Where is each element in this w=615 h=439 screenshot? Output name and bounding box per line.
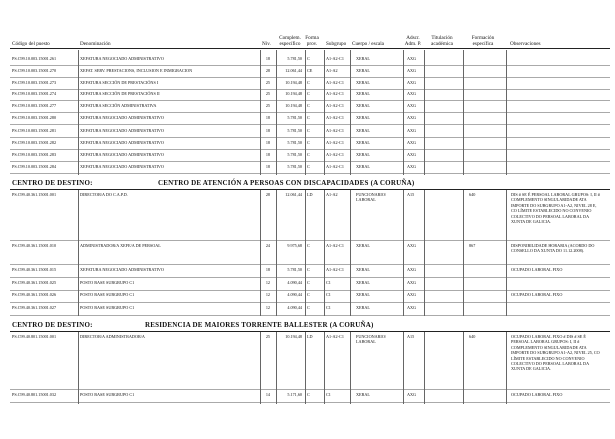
- row-divider: [10, 389, 610, 390]
- post-provision: C: [307, 103, 310, 108]
- row-divider: [10, 112, 610, 113]
- row-divider: [10, 302, 610, 303]
- post-observations: OCUPADO LABORAL FIXO: [511, 292, 563, 297]
- post-adscription: AXG: [407, 243, 417, 248]
- post-code: PS.C99.10.003.15001.261: [12, 56, 57, 61]
- post-name: XEFATURA NEGOCIADO ADMINISTRATIVO: [80, 152, 164, 157]
- post-provision: LD: [307, 334, 313, 339]
- post-body: FUNCIONARIO/ LABORAL: [356, 334, 387, 345]
- post-body: XERAL: [356, 164, 370, 169]
- post-complement: 5.781,50: [287, 140, 302, 145]
- column-divider: [403, 190, 404, 316]
- post-complement: 4.090,44: [287, 305, 302, 310]
- post-adscription: AXG: [407, 80, 417, 85]
- post-level: 18: [265, 164, 270, 169]
- post-complement: 10.194,48: [285, 80, 302, 85]
- post-observations: OCUPADO LABORAL FIXO: [511, 267, 563, 272]
- post-level: 18: [265, 152, 270, 157]
- post-code: PS.C99.40.361.15001.026: [12, 292, 57, 297]
- post-provision: C: [307, 91, 310, 96]
- post-body: XERAL: [356, 267, 370, 272]
- row-divider: [10, 100, 610, 101]
- column-divider: [424, 50, 425, 175]
- post-adscription: A15: [407, 192, 415, 197]
- post-code: PS.C99.40.801.15001.001: [12, 334, 57, 339]
- post-body: XERAL: [356, 80, 370, 85]
- column-divider: [324, 190, 325, 316]
- post-provision: C: [307, 267, 310, 272]
- column-divider: [276, 332, 277, 404]
- post-subgroup: C1: [326, 280, 331, 285]
- post-complement: 5.781,50: [287, 56, 302, 61]
- post-body: XERAL: [356, 68, 370, 73]
- post-name: XEFATURA SECCIÓN DE PRESTACIÓNS I: [80, 80, 159, 85]
- post-provision: C: [307, 292, 310, 297]
- post-subgroup: A1-A2-C1: [326, 140, 344, 145]
- section-title: CENTRO DE ATENCIÓN A PERSOAS CON DISCAPACIDADES (A CORUÑA): [158, 179, 415, 187]
- post-body: XERAL: [356, 292, 370, 297]
- post-name: POSTO BASE SUBGRUPO C1: [80, 305, 135, 310]
- post-name: XEFATURA NEGOCIADO ADMINISTRATIVO: [80, 140, 164, 145]
- post-observations: DISPONIBILIDADE HORARIA (ACORDO DO CONSELLO DA XUNTA DO 11.12.2008).: [511, 243, 595, 254]
- column-divider: [260, 332, 261, 404]
- post-subgroup: A1-A2-C1: [326, 56, 344, 61]
- post-name: POSTO BASE SUBGRUPO C1: [80, 280, 135, 285]
- post-complement: 10.194,48: [285, 334, 302, 339]
- post-level: 18: [265, 128, 270, 133]
- row-divider: [10, 264, 610, 265]
- header-rule: [10, 48, 610, 49]
- column-divider: [403, 50, 404, 175]
- row-divider: [10, 89, 610, 90]
- post-code: PS.C99.10.003.15001.273: [12, 80, 57, 85]
- row-divider: [10, 173, 610, 174]
- row-divider: [10, 161, 610, 162]
- post-subgroup: A1-A2-C1: [326, 267, 344, 272]
- post-name: ADMINISTRADOR/A XEFE/A DE PERSOAL: [80, 243, 161, 248]
- column-divider: [463, 50, 464, 175]
- header-observaciones: Observaciones: [510, 41, 541, 47]
- post-subgroup: C1: [326, 305, 331, 310]
- header-formacion: Formación específica: [471, 35, 495, 47]
- column-divider: [305, 190, 306, 316]
- column-divider: [506, 332, 507, 404]
- post-code: PS.C99.10.003.15001.283: [12, 152, 57, 157]
- post-complement: 10.194,48: [285, 103, 302, 108]
- post-observations: OCUPADO LABORAL FIXO # DIS # SE É PERSOAL LABORAL GRUPOS: I, II # COMPLEMENTO SINGULARIDADE ATA IMPORTE DO SUBGRUPO A1-A2, NIVEL 25, CO LÍMITE ESTABLECIDO NO CONVENIO COLECTIVO DO PERSOAL LABORAL DA XUNTA DE GALICIA.: [511, 334, 600, 372]
- post-level: 18: [265, 140, 270, 145]
- post-provision: C: [307, 392, 310, 397]
- post-adscription: AXG: [407, 68, 417, 73]
- row-divider: [10, 137, 610, 138]
- post-adscription: AXG: [407, 267, 417, 272]
- post-provision: C: [307, 164, 310, 169]
- post-name: DIRECTOR/A ADMINISTRADOR/A: [80, 334, 145, 339]
- post-code: PS.C99.40.801.15001.032: [12, 392, 57, 397]
- column-divider: [424, 332, 425, 404]
- post-level: 18: [265, 56, 270, 61]
- post-code: PS.C99.10.003.15001.270: [12, 68, 57, 73]
- column-divider: [305, 50, 306, 175]
- post-body: XERAL: [356, 392, 370, 397]
- row-divider: [10, 149, 610, 150]
- post-level: 25: [265, 334, 270, 339]
- post-code: PS.C99.40.361.15001.010: [12, 243, 57, 248]
- post-training: 640: [469, 334, 476, 339]
- post-adscription: AXG: [407, 392, 417, 397]
- row-divider: [10, 77, 610, 78]
- post-subgroup: A1-A2: [326, 68, 338, 73]
- post-complement: 5.781,50: [287, 128, 302, 133]
- post-subgroup: A1-A2-C1: [326, 128, 344, 133]
- post-name: XEFATURA NEGOCIADO ADMINISTRATIVO: [80, 128, 164, 133]
- column-divider: [463, 190, 464, 316]
- post-complement: 5.781,50: [287, 115, 302, 120]
- post-body: XERAL: [356, 305, 370, 310]
- row-divider: [10, 315, 610, 316]
- post-complement: 10.194,48: [285, 91, 302, 96]
- post-provision: C: [307, 140, 310, 145]
- column-divider: [324, 50, 325, 175]
- post-subgroup: A1-A2-C1: [326, 103, 344, 108]
- post-adscription: AXG: [407, 305, 417, 310]
- post-adscription: AXG: [407, 292, 417, 297]
- post-body: XERAL: [356, 56, 370, 61]
- post-adscription: AXG: [407, 152, 417, 157]
- header-cuerpo: Cuerpo / escala: [352, 41, 384, 47]
- post-adscription: AXG: [407, 280, 417, 285]
- post-code: PS.C99.10.003.15001.281: [12, 128, 57, 133]
- post-body: FUNCIONARIO/ LABORAL: [356, 192, 387, 203]
- post-subgroup: A1-A2-C1: [326, 115, 344, 120]
- post-provision: LD: [307, 192, 313, 197]
- post-level: 25: [265, 103, 270, 108]
- post-name: XEFATURA SECCIÓN ADMINISTRATIVA: [80, 103, 157, 108]
- column-divider: [506, 50, 507, 175]
- column-divider: [260, 50, 261, 175]
- post-body: XERAL: [356, 91, 370, 96]
- post-subgroup: A1-A2: [326, 192, 338, 197]
- column-divider: [276, 190, 277, 316]
- post-training: 867: [469, 243, 476, 248]
- post-adscription: AXG: [407, 103, 417, 108]
- post-level: 14: [265, 392, 270, 397]
- row-divider: [10, 402, 610, 403]
- post-subgroup: A1-A2-C1: [326, 152, 344, 157]
- post-provision: C: [307, 56, 310, 61]
- post-complement: 5.781,50: [287, 152, 302, 157]
- post-body: XERAL: [356, 140, 370, 145]
- post-code: PS.C99.10.003.15001.277: [12, 103, 57, 108]
- post-body: XERAL: [356, 115, 370, 120]
- post-body: XERAL: [356, 103, 370, 108]
- post-level: 12: [265, 305, 270, 310]
- post-level: 18: [265, 267, 270, 272]
- post-subgroup: A1-A2-C1: [326, 80, 344, 85]
- post-adscription: AXG: [407, 164, 417, 169]
- post-complement: 5.171,60: [287, 392, 302, 397]
- post-complement: 9.975,68: [287, 243, 302, 248]
- post-provision: C: [307, 305, 310, 310]
- section-rule: [10, 331, 610, 332]
- post-code: PS.C99.40.361.15001.025: [12, 280, 57, 285]
- post-code: PS.C99.10.003.15001.282: [12, 140, 57, 145]
- post-name: POSTO BASE SUBGRUPO C1: [80, 392, 135, 397]
- post-adscription: AXG: [407, 140, 417, 145]
- column-divider: [78, 50, 79, 175]
- post-name: XEFATURA NEGOCIADO ADMINISTRATIVO: [80, 164, 164, 169]
- post-adscription: AXG: [407, 91, 417, 96]
- post-level: 28: [265, 192, 270, 197]
- post-body: XERAL: [356, 128, 370, 133]
- section-title: RESIDENCIA DE MAIORES TORRENTE BALLESTER (A CORUÑA): [145, 321, 374, 329]
- header-forma: Forma prov.: [305, 35, 319, 47]
- post-complement: 12.061,44: [285, 192, 302, 197]
- post-adscription: AXG: [407, 56, 417, 61]
- column-divider: [78, 332, 79, 404]
- header-titulacion: Titulación académica: [431, 35, 453, 47]
- post-name: POSTO BASE SUBGRUPO C1: [80, 292, 135, 297]
- header-subgrupo: Subgrupo: [326, 41, 347, 47]
- post-adscription: A15: [407, 334, 415, 339]
- post-name: XEFATURA NEGOCIADO ADMINISTRATIVO: [80, 267, 164, 272]
- row-divider: [10, 65, 610, 66]
- column-divider: [506, 190, 507, 316]
- post-adscription: AXG: [407, 128, 417, 133]
- post-subgroup: A1-A2-C1: [326, 164, 344, 169]
- header-complemento: Complem. específico: [279, 35, 301, 47]
- post-observations: OCUPADO LABORAL FIXO: [511, 392, 563, 397]
- post-name: XEFATURA NEGOCIADO ADMINISTRATIVO: [80, 56, 164, 61]
- post-name: DIRECTOR/A DO C.A.P.D.: [80, 192, 128, 197]
- post-code: PS.C99.10.003.15001.280: [12, 115, 57, 120]
- post-level: 12: [265, 292, 270, 297]
- post-code: PS.C99.10.003.15001.284: [12, 164, 57, 169]
- post-provision: C: [307, 243, 310, 248]
- column-divider: [78, 190, 79, 316]
- post-provision: CE: [307, 68, 313, 73]
- column-divider: [424, 190, 425, 316]
- post-complement: 12.061,44: [285, 68, 302, 73]
- post-complement: 4.090,44: [287, 292, 302, 297]
- column-divider: [324, 332, 325, 404]
- column-divider: [350, 50, 351, 175]
- post-level: 25: [265, 91, 270, 96]
- section-label: CENTRO DE DESTINO:: [12, 321, 93, 329]
- post-name: XEFATURA NEGOCIADO ADMINISTRATIVO: [80, 115, 164, 120]
- post-body: XERAL: [356, 280, 370, 285]
- post-subgroup: C1: [326, 292, 331, 297]
- post-level: 25: [265, 80, 270, 85]
- post-level: 28: [265, 68, 270, 73]
- post-level: 24: [265, 243, 270, 248]
- post-subgroup: A1-A2-C1: [326, 91, 344, 96]
- post-provision: C: [307, 80, 310, 85]
- post-complement: 4.090,44: [287, 280, 302, 285]
- post-subgroup: A1-A2-C1: [326, 334, 344, 339]
- post-observations: DIS # SE É PERSOAL LABORAL GRUPOS: I, II # COMPLEMENTO SINGULARIDADE ATA IMPORTE DO SUBGRUPO A1-A2, NIVEL 28 E, CO LÍMITE ESTABLECIDO NO CONVENIO COLECTIVO DO PERSOAL LABORAL DA XUNTA DE GALICIA.: [511, 192, 600, 225]
- post-level: 12: [265, 280, 270, 285]
- post-provision: C: [307, 152, 310, 157]
- section-rule: [10, 189, 610, 190]
- header-denominacion: Denominación: [80, 41, 111, 47]
- post-training: 640: [469, 192, 476, 197]
- column-divider: [276, 50, 277, 175]
- post-adscription: AXG: [407, 115, 417, 120]
- row-divider: [10, 240, 610, 241]
- post-body: XERAL: [356, 152, 370, 157]
- post-complement: 5.781,50: [287, 164, 302, 169]
- post-body: XERAL: [356, 243, 370, 248]
- post-code: PS.C99.10.003.15001.274: [12, 91, 57, 96]
- post-subgroup: A1-A2-C1: [326, 243, 344, 248]
- column-divider: [260, 190, 261, 316]
- column-divider: [350, 332, 351, 404]
- section-label: CENTRO DE DESTINO:: [12, 179, 93, 187]
- header-adscripcion: Adscr. Adm. P.: [404, 35, 422, 47]
- post-provision: C: [307, 115, 310, 120]
- header-codigo: Código del puesto: [12, 41, 50, 47]
- post-level: 18: [265, 115, 270, 120]
- post-name: XEFAT. SERV. PRESTACIONS, INCLUSION E INMIGRACION: [80, 68, 193, 73]
- post-provision: C: [307, 128, 310, 133]
- post-code: PS.C99.40.361.15001.001: [12, 192, 57, 197]
- row-divider: [10, 290, 610, 291]
- post-complement: 5.781,50: [287, 267, 302, 272]
- column-divider: [350, 190, 351, 316]
- post-provision: C: [307, 280, 310, 285]
- column-divider: [403, 332, 404, 404]
- post-subgroup: C1: [326, 392, 331, 397]
- post-name: XEFATURA SECCIÓN DE PRESTACIÓNS II: [80, 91, 160, 96]
- column-divider: [305, 332, 306, 404]
- column-divider: [463, 332, 464, 404]
- post-code: PS.C99.40.361.15001.027: [12, 305, 57, 310]
- row-divider: [10, 124, 610, 125]
- post-code: PS.C99.40.361.15001.015: [12, 267, 57, 272]
- header-nivel: Niv.: [262, 41, 271, 47]
- row-divider: [10, 277, 610, 278]
